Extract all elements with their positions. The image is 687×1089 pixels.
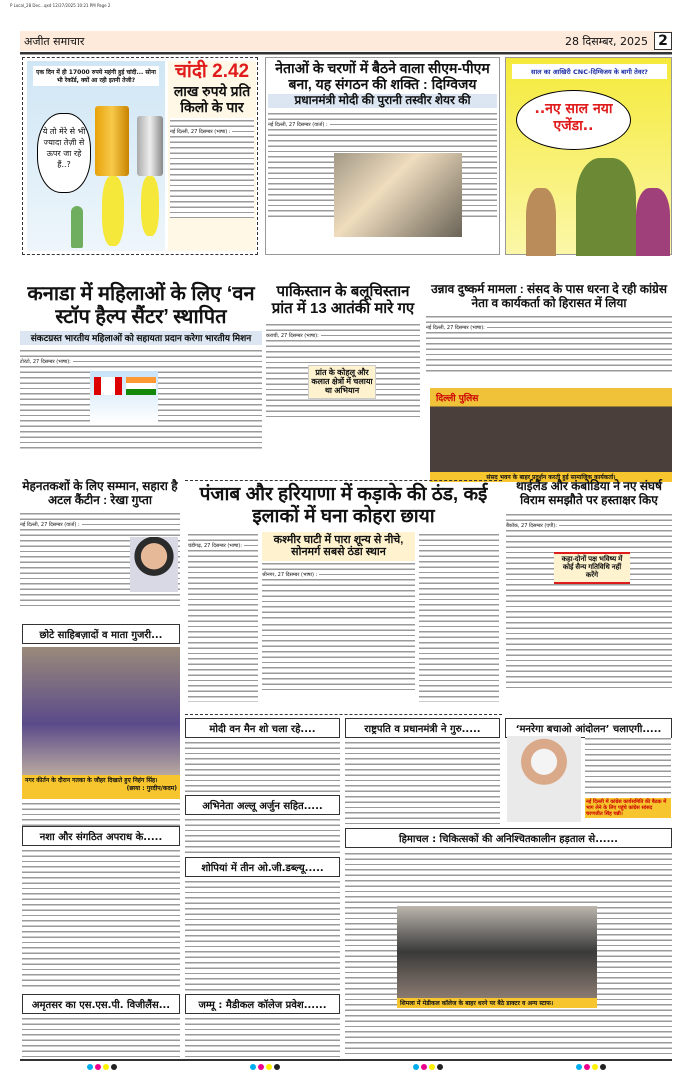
nasha-body: [22, 848, 180, 988]
print-slug: P Local_28 Dec...qxd 12/27/2025 10:21 PM Page 2: [10, 3, 111, 8]
cmyk-dots-icon: [250, 1064, 280, 1070]
modi-title: मोदी वन मैन शो चला रहे....: [185, 718, 340, 738]
cmyk-dots-icon: [576, 1064, 606, 1070]
jammu-title: जम्मू : मैडीकल कॉलेज प्रवेश......: [185, 994, 340, 1014]
channi-photo: [507, 736, 581, 822]
manrega-continued: [505, 718, 672, 822]
footer-rule: [20, 1059, 672, 1061]
atal-canteen-story: [20, 480, 180, 620]
thailand-body: बैंकॉक, 27 दिसम्बर (एपी):: [506, 512, 672, 692]
silver-cartoon: [27, 61, 165, 251]
punjab-cold-story: [185, 480, 502, 715]
pakistan-inset: प्रांत के कोहलू और कलात क्षेत्रों में चलाया था अभियान: [308, 365, 376, 399]
kashmir-body: श्रीनगर, 27 दिसम्बर (भाषा) :: [262, 561, 415, 619]
abhineta-body: [185, 817, 340, 857]
president-body: [345, 740, 500, 824]
abhineta-continued: [185, 795, 340, 855]
silver-headline-red: चांदी 2.42: [174, 61, 250, 82]
police-sign: दिल्ली पुलिस: [436, 394, 479, 404]
shopian-title: शोपियां में तीन ओ.जी.डब्ल्यू.....: [185, 857, 340, 877]
jammu-body: [185, 1016, 340, 1060]
thailand-story: [506, 480, 672, 715]
cartoon-title: साल का आखिरी CNC-दिग्विजय के बागी तेवर?: [512, 64, 667, 79]
cmyk-dots-icon: [87, 1064, 117, 1070]
jammu-continued: [185, 994, 340, 1059]
manrega-body: [585, 736, 671, 796]
rekha-gupta-photo: [130, 537, 178, 592]
speech-bubble: ये तो मेरे से भी ज्यादा तेज़ी से ऊपर जा रहे हैं..?: [37, 113, 91, 193]
speech-bubble: ..नए साल नया एजेंडा..: [516, 90, 631, 150]
shopian-continued: [185, 857, 340, 992]
unnao-story: [426, 283, 672, 481]
nagar-kirtan-caption: नगर कीर्तन के दौरान गतका के जौहर दिखाते हुए निहंग सिंह। (छाया : गुरदीप/कदम): [22, 775, 180, 799]
digvijay-body: नई दिल्ली, 27 दिसम्बर (वार्ता) :: [268, 111, 497, 221]
canada-headline: कनाडा में महिलाओं के लिए ‘वन स्टॉप हैल्प सैंटर’ स्थापित: [27, 283, 255, 328]
manrega-title: ‘मनरेगा बचाओ आंदोलन’ चलाएगी.....: [505, 718, 672, 738]
punjab-body: चंडीगढ़, 27 दिसम्बर (भाषा):: [188, 532, 258, 702]
silver-body: नई दिल्ली, 27 दिसम्बर (भाषा) :: [170, 118, 254, 218]
atal-body: नई दिल्ली, 27 दिसम्बर (वार्ता) :: [20, 511, 180, 606]
president-title: राष्ट्रपति व प्रधानमंत्री ने गुरु.....: [345, 718, 500, 738]
cartoon-caption: एक दिन में ही 17000 रुपये महंगी हुई चांदी... सोना भी रेकॉर्ड, क्यों आ रही इतनी तेजी?: [33, 66, 159, 86]
himachal-title: हिमाचल : चिकित्सकों की अनिश्चितकालीन हड़ताल से......: [345, 828, 672, 848]
page-number: 2: [654, 32, 672, 50]
digvijay-subhead: प्रधानमंत्री मोदी की पुरानी तस्वीर शेयर की: [268, 94, 497, 108]
doctors-strike-caption: शिमला में मेडीकल कॉलेज के बाहर धरने पर बैठे डाक्टर व अन्य स्टाफ।: [397, 998, 597, 1008]
punjab-body-col3: [419, 532, 499, 702]
pakistan-headline: पाकिस्तान के बलूचिस्तान प्रांत में 13 आतंकी मारे गए: [271, 283, 415, 318]
paper-name: अजीत समाचार: [24, 34, 85, 48]
cmyk-dots-icon: [413, 1064, 443, 1070]
issue-date: 28 दिसम्बर, 2025: [565, 34, 648, 48]
masthead: [20, 31, 672, 51]
rupee-rocket-icon: [71, 206, 83, 248]
cnc-cartoon: [505, 57, 672, 255]
unnao-body: नई दिल्ली, 27 दिसम्बर (भाषा):: [426, 314, 672, 374]
sahibzade-section: [22, 624, 180, 824]
gold-bar-icon: [95, 106, 129, 176]
thailand-inset: कहा-दोनों पक्ष भविष्य में कोई सैन्य गतिविधि नहीं करेंगे: [554, 552, 630, 584]
registration-marks: [20, 1064, 672, 1070]
politician-figure: [526, 188, 556, 256]
protest-photo-caption: संसद भवन के बाहर प्रदर्शन करती हुई सामाजिक कार्यकर्ता।: [430, 472, 672, 482]
canada-story: [20, 283, 262, 458]
thailand-headline: थाईलैंड और कंबोडिया ने नए संघर्ष विराम समझौते पर हस्ताक्षर किए: [516, 479, 662, 507]
punjab-headline: पंजाब और हरियाणा में कड़ाके की ठंड, कई इलाकों में घना कोहरा छाया: [199, 484, 488, 527]
amritsar-title: अमृतसर का एस.एस.पी. विजीलैंस...: [22, 994, 180, 1014]
kashmir-subhead: कश्मीर घाटी में पारा शून्य से नीचे, सोनमर्ग सबसे ठंडा स्थान: [262, 532, 415, 561]
silver-bar-icon: [137, 116, 163, 176]
digvijay-archival-photo: [334, 153, 462, 237]
amritsar-continued: [22, 994, 180, 1059]
canada-india-flags-photo: [90, 371, 158, 423]
digvijay-headline: नेताओं के चरणों में बैठने वाला सीएम-पीएम बना, यह संगठन की शक्ति : दिग्विजय: [275, 60, 490, 93]
pakistan-story: [266, 283, 420, 443]
himachal-continued: [345, 828, 672, 1058]
manrega-caption: नई दिल्ली में कांग्रेस कार्यसमिति की बैठक में भाग लेने के लिए पहुंचे कांग्रेस सांसद चरणजीत सिंह चन्नी।: [585, 798, 671, 818]
sahibzade-title: छोटे साहिबज़ादों व माता गुजरी...: [22, 624, 180, 644]
canada-subhead: संकटग्रस्त भारतीय महिलाओं को सहायता प्रदान करेगा भारतीय मिशन: [20, 331, 262, 345]
modi-continued: [185, 718, 340, 792]
rocket-flame: [102, 176, 124, 246]
politician-figure: [576, 158, 636, 256]
president-continued: [345, 718, 500, 823]
india-flag-icon: [126, 377, 156, 395]
unnao-headline: उन्नाव दुष्कर्म मामला : संसद के पास धरना दे रही कांग्रेस नेता व कार्यकर्ता को हिरासत में लिया: [431, 282, 667, 310]
shopian-body: [185, 879, 340, 991]
amritsar-body: [22, 1016, 180, 1060]
modi-body: [185, 740, 340, 792]
digvijay-story: [265, 57, 500, 255]
photo-credit: (छाया : गुरदीप/कदम): [126, 785, 177, 792]
silver-story: [22, 57, 258, 255]
pakistan-body: कराची, 27 दिसम्बर (भाषा):: [266, 322, 420, 417]
silver-headline: लाख रुपये प्रति किलो के पार: [173, 82, 251, 115]
abhineta-title: अभिनेता अल्लू अर्जुन सहित.....: [185, 795, 340, 815]
doctors-strike-photo: [397, 906, 597, 998]
canada-body: टोरंटो, 27 दिसम्बर (भाषा):: [20, 348, 262, 452]
punjab-body-cont: [262, 622, 415, 692]
masthead-rule: [20, 52, 672, 55]
politician-figure: [636, 188, 670, 256]
atal-headline: मेहनतकशों के लिए सम्मान, सहारा है अटल कैंटीन : रेखा गुप्ता: [22, 479, 178, 507]
canada-flag-icon: [94, 377, 122, 395]
silver-text: [168, 61, 256, 251]
rocket-flame: [141, 176, 159, 236]
nagar-kirtan-photo: [22, 647, 180, 775]
nasha-continued: [22, 826, 180, 991]
protest-photo: [430, 388, 672, 472]
nasha-title: नशा और संगठित अपराध के.....: [22, 826, 180, 846]
